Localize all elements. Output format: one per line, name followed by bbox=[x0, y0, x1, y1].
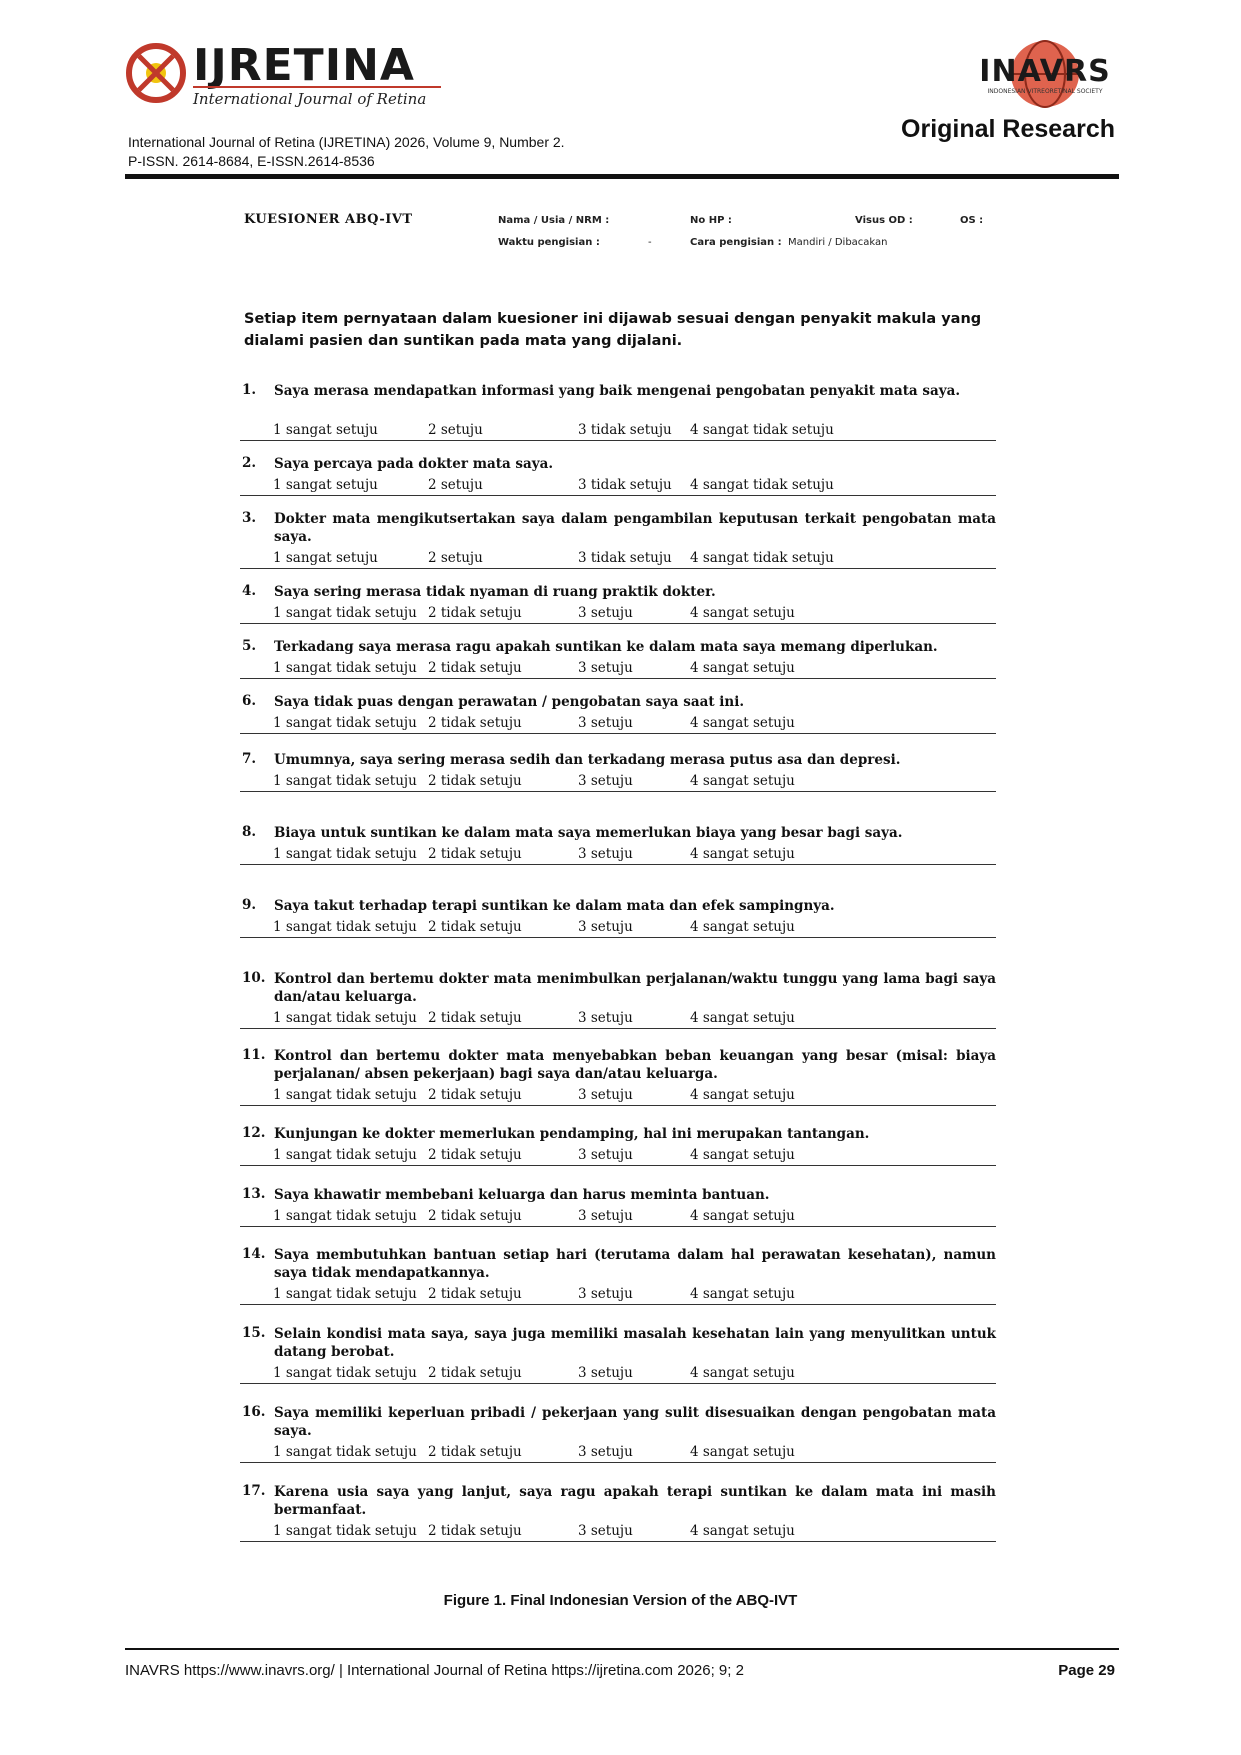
answer-option[interactable]: 4 sangat setuju bbox=[690, 1523, 795, 1539]
answer-option[interactable]: 4 sangat setuju bbox=[690, 846, 795, 862]
question-text: Kontrol dan bertemu dokter mata menimbulkan perjalanan/waktu tunggu yang lama bagi saya dan/atau keluarga. bbox=[274, 971, 996, 1005]
answer-option[interactable]: 3 setuju bbox=[578, 1444, 633, 1460]
journal-logo bbox=[125, 42, 425, 112]
answer-option[interactable]: 4 sangat tidak setuju bbox=[690, 550, 834, 566]
answer-option[interactable]: 2 tidak setuju bbox=[428, 715, 522, 731]
journal-citation bbox=[128, 133, 565, 171]
question-text: Saya tidak puas dengan perawatan / pengobatan saya saat ini. bbox=[274, 694, 745, 710]
figure-caption: Figure 1. Final Indonesian Version of the ABQ-IVT bbox=[443, 1592, 798, 1609]
society-logo-tagline: INDONESIAN VITREORETINAL SOCIETY bbox=[987, 88, 1103, 95]
question-text: Umumnya, saya sering merasa sedih dan terkadang merasa putus asa dan depresi. bbox=[274, 752, 901, 768]
question-text: Saya khawatir membebani keluarga dan harus meminta bantuan. bbox=[274, 1187, 770, 1203]
questionnaire-figure bbox=[240, 200, 1010, 1590]
question-text: Selain kondisi mata saya, saya juga memiliki masalah kesehatan lain yang menyulitkan untuk datang berobat. bbox=[274, 1326, 996, 1360]
answer-option[interactable]: 3 setuju bbox=[578, 1523, 633, 1539]
answer-options bbox=[240, 477, 996, 496]
answer-option[interactable]: 4 sangat setuju bbox=[690, 1147, 795, 1163]
answer-option[interactable]: 2 tidak setuju bbox=[428, 605, 522, 621]
question-text: Kunjungan ke dokter memerlukan pendamping, hal ini merupakan tantangan. bbox=[274, 1126, 870, 1142]
answer-options bbox=[240, 605, 996, 624]
answer-option[interactable]: 1 sangat setuju bbox=[273, 477, 378, 493]
footer-divider bbox=[125, 1648, 1119, 1650]
answer-option[interactable]: 3 setuju bbox=[578, 1087, 633, 1103]
answer-option[interactable]: 3 setuju bbox=[578, 1286, 633, 1302]
society-logo-name: INAVRS bbox=[979, 54, 1111, 89]
question-number: 12. bbox=[242, 1125, 266, 1141]
question-number: 5. bbox=[242, 638, 257, 654]
meta-time-label: Waktu pengisian : bbox=[498, 237, 600, 248]
answer-option[interactable]: 4 sangat setuju bbox=[690, 660, 795, 676]
answer-option[interactable]: 4 sangat setuju bbox=[690, 1087, 795, 1103]
answer-options bbox=[240, 1286, 996, 1305]
question-text: Biaya untuk suntikan ke dalam mata saya memerlukan biaya yang besar bagi saya. bbox=[274, 825, 903, 841]
answer-option[interactable]: 2 tidak setuju bbox=[428, 1087, 522, 1103]
answer-options bbox=[240, 1087, 996, 1106]
question-number: 14. bbox=[242, 1246, 266, 1262]
answer-option[interactable]: 1 sangat tidak setuju bbox=[273, 1365, 417, 1381]
question-number: 15. bbox=[242, 1325, 266, 1341]
answer-option[interactable]: 1 sangat setuju bbox=[273, 550, 378, 566]
answer-option[interactable]: 4 sangat tidak setuju bbox=[690, 477, 834, 493]
answer-option[interactable]: 2 tidak setuju bbox=[428, 1365, 522, 1381]
question-number: 11. bbox=[242, 1047, 266, 1063]
answer-option[interactable]: 1 sangat tidak setuju bbox=[273, 1010, 417, 1026]
answer-options bbox=[240, 1523, 996, 1542]
answer-option[interactable]: 1 sangat tidak setuju bbox=[273, 1286, 417, 1302]
answer-option[interactable]: 4 sangat setuju bbox=[690, 773, 795, 789]
answer-option[interactable]: 2 setuju bbox=[428, 422, 483, 438]
question-text: Saya memiliki keperluan pribadi / pekerjaan yang sulit disesuaikan dengan pengobatan mata saya. bbox=[274, 1405, 996, 1439]
question-number: 7. bbox=[242, 751, 257, 767]
answer-option[interactable]: 2 tidak setuju bbox=[428, 1010, 522, 1026]
answer-option[interactable]: 2 setuju bbox=[428, 477, 483, 493]
answer-options bbox=[240, 1147, 996, 1166]
footer-text: INAVRS https://www.inavrs.org/ | International Journal of Retina https://ijretina.com 2026; 9; 2 bbox=[125, 1662, 744, 1679]
question-text: Saya sering merasa tidak nyaman di ruang praktik dokter. bbox=[274, 584, 716, 600]
answer-option[interactable]: 1 sangat tidak setuju bbox=[273, 715, 417, 731]
answer-options bbox=[240, 1010, 996, 1029]
meta-phone-label: No HP : bbox=[690, 215, 732, 226]
answer-option[interactable]: 4 sangat tidak setuju bbox=[690, 422, 834, 438]
answer-option[interactable]: 3 setuju bbox=[578, 773, 633, 789]
meta-method-value: Mandiri / Dibacakan bbox=[788, 237, 888, 248]
answer-option[interactable]: 3 setuju bbox=[578, 1010, 633, 1026]
answer-option[interactable]: 3 setuju bbox=[578, 715, 633, 731]
answer-option[interactable]: 1 sangat tidak setuju bbox=[273, 1087, 417, 1103]
meta-visus-od-label: Visus OD : bbox=[855, 215, 913, 226]
answer-option[interactable]: 3 setuju bbox=[578, 919, 633, 935]
question-text: Dokter mata mengikutsertakan saya dalam pengambilan keputusan terkait pengobatan mata saya. bbox=[274, 511, 996, 545]
question-number: 4. bbox=[242, 583, 257, 599]
meta-time-separator: - bbox=[648, 237, 652, 248]
question-text: Saya membutuhkan bantuan setiap hari (terutama dalam hal perawatan kesehatan), namun saya tidak mendapatkannya. bbox=[274, 1247, 996, 1281]
answer-option[interactable]: 3 setuju bbox=[578, 1147, 633, 1163]
journal-logo-name: IJRETINA bbox=[193, 40, 415, 91]
header-divider bbox=[125, 174, 1119, 179]
answer-options bbox=[240, 550, 996, 569]
answer-options bbox=[240, 773, 996, 792]
answer-option[interactable]: 4 sangat setuju bbox=[690, 605, 795, 621]
meta-method-label: Cara pengisian : bbox=[690, 237, 782, 248]
answer-option[interactable]: 2 tidak setuju bbox=[428, 919, 522, 935]
answer-option[interactable]: 3 tidak setuju bbox=[578, 477, 672, 493]
form-intro: Setiap item pernyataan dalam kuesioner ini dijawab sesuai dengan penyakit makula yang dialami pasien dan suntikan pada mata yang dijalani. bbox=[244, 311, 982, 349]
question-text: Kontrol dan bertemu dokter mata menyebabkan beban keuangan yang besar (misal: biaya perjalanan/ absen pekerjaan) bagi saya dan/atau keluarga. bbox=[274, 1048, 996, 1082]
meta-name-label: Nama / Usia / NRM : bbox=[498, 215, 610, 226]
answer-options bbox=[240, 660, 996, 679]
meta-os-label: OS : bbox=[960, 215, 984, 226]
page-number: Page 29 bbox=[1058, 1662, 1115, 1679]
question-text: Karena usia saya yang lanjut, saya ragu apakah terapi suntikan ke dalam mata ini masih bermanfaat. bbox=[274, 1484, 996, 1518]
question-number: 3. bbox=[242, 510, 257, 526]
answer-option[interactable]: 1 sangat tidak setuju bbox=[273, 660, 417, 676]
answer-option[interactable]: 3 tidak setuju bbox=[578, 422, 672, 438]
answer-option[interactable]: 2 tidak setuju bbox=[428, 1286, 522, 1302]
answer-options bbox=[240, 1444, 996, 1463]
answer-option[interactable]: 2 tidak setuju bbox=[428, 660, 522, 676]
form-title: KUESIONER ABQ-IVT bbox=[244, 212, 413, 227]
answer-option[interactable]: 4 sangat setuju bbox=[690, 715, 795, 731]
answer-option[interactable]: 2 tidak setuju bbox=[428, 846, 522, 862]
question-number: 6. bbox=[242, 693, 257, 709]
question-text: Terkadang saya merasa ragu apakah suntikan ke dalam mata saya memang diperlukan. bbox=[274, 639, 938, 655]
answer-option[interactable]: 4 sangat setuju bbox=[690, 919, 795, 935]
answer-option[interactable]: 2 tidak setuju bbox=[428, 773, 522, 789]
question-number: 10. bbox=[242, 970, 266, 986]
answer-options bbox=[240, 715, 996, 734]
answer-option[interactable]: 3 setuju bbox=[578, 846, 633, 862]
question-number: 8. bbox=[242, 824, 257, 840]
answer-option[interactable]: 4 sangat setuju bbox=[690, 1286, 795, 1302]
journal-citation-line-1: International Journal of Retina (IJRETINA) 2026, Volume 9, Number 2. bbox=[128, 134, 565, 150]
journal-logo-subtitle: International Journal of Retina bbox=[193, 86, 441, 108]
answer-option[interactable]: 1 sangat tidak setuju bbox=[273, 919, 417, 935]
answer-option[interactable]: 1 sangat tidak setuju bbox=[273, 1208, 417, 1224]
answer-option[interactable]: 1 sangat tidak setuju bbox=[273, 1523, 417, 1539]
answer-option[interactable]: 3 setuju bbox=[578, 1365, 633, 1381]
answer-option[interactable]: 2 setuju bbox=[428, 550, 483, 566]
answer-options bbox=[240, 846, 996, 865]
answer-option[interactable]: 1 sangat tidak setuju bbox=[273, 1147, 417, 1163]
answer-option[interactable]: 3 setuju bbox=[578, 605, 633, 621]
answer-option[interactable]: 4 sangat setuju bbox=[690, 1010, 795, 1026]
section-label: Original Research bbox=[901, 115, 1115, 143]
answer-option[interactable]: 1 sangat tidak setuju bbox=[273, 846, 417, 862]
answer-option[interactable]: 2 tidak setuju bbox=[428, 1208, 522, 1224]
question-number: 16. bbox=[242, 1404, 266, 1420]
society-logo bbox=[970, 38, 1120, 110]
answer-options bbox=[240, 1208, 996, 1227]
question-number: 1. bbox=[242, 382, 257, 398]
answer-option[interactable]: 1 sangat tidak setuju bbox=[273, 1444, 417, 1460]
answer-option[interactable]: 3 tidak setuju bbox=[578, 550, 672, 566]
answer-option[interactable]: 4 sangat setuju bbox=[690, 1208, 795, 1224]
question-number: 9. bbox=[242, 897, 257, 913]
answer-option[interactable]: 1 sangat tidak setuju bbox=[273, 773, 417, 789]
answer-option[interactable]: 4 sangat setuju bbox=[690, 1444, 795, 1460]
journal-logo-emblem-icon bbox=[125, 42, 187, 104]
answer-option[interactable]: 4 sangat setuju bbox=[690, 1365, 795, 1381]
answer-option[interactable]: 2 tidak setuju bbox=[428, 1444, 522, 1460]
answer-option[interactable]: 3 setuju bbox=[578, 1208, 633, 1224]
answer-option[interactable]: 2 tidak setuju bbox=[428, 1147, 522, 1163]
question-number: 2. bbox=[242, 455, 257, 471]
answer-option[interactable]: 3 setuju bbox=[578, 660, 633, 676]
journal-issn-line: P-ISSN. 2614-8684, E-ISSN.2614-8536 bbox=[128, 153, 375, 169]
question-text: Saya takut terhadap terapi suntikan ke dalam mata dan efek sampingnya. bbox=[274, 898, 835, 914]
question-text: Saya merasa mendapatkan informasi yang baik mengenai pengobatan penyakit mata saya. bbox=[274, 383, 961, 399]
answer-options bbox=[240, 919, 996, 938]
answer-option[interactable]: 1 sangat tidak setuju bbox=[273, 605, 417, 621]
question-text: Saya percaya pada dokter mata saya. bbox=[274, 456, 554, 472]
answer-options bbox=[240, 422, 996, 441]
question-number: 17. bbox=[242, 1483, 266, 1499]
answer-options bbox=[240, 1365, 996, 1384]
question-number: 13. bbox=[242, 1186, 266, 1202]
answer-option[interactable]: 1 sangat setuju bbox=[273, 422, 378, 438]
answer-option[interactable]: 2 tidak setuju bbox=[428, 1523, 522, 1539]
